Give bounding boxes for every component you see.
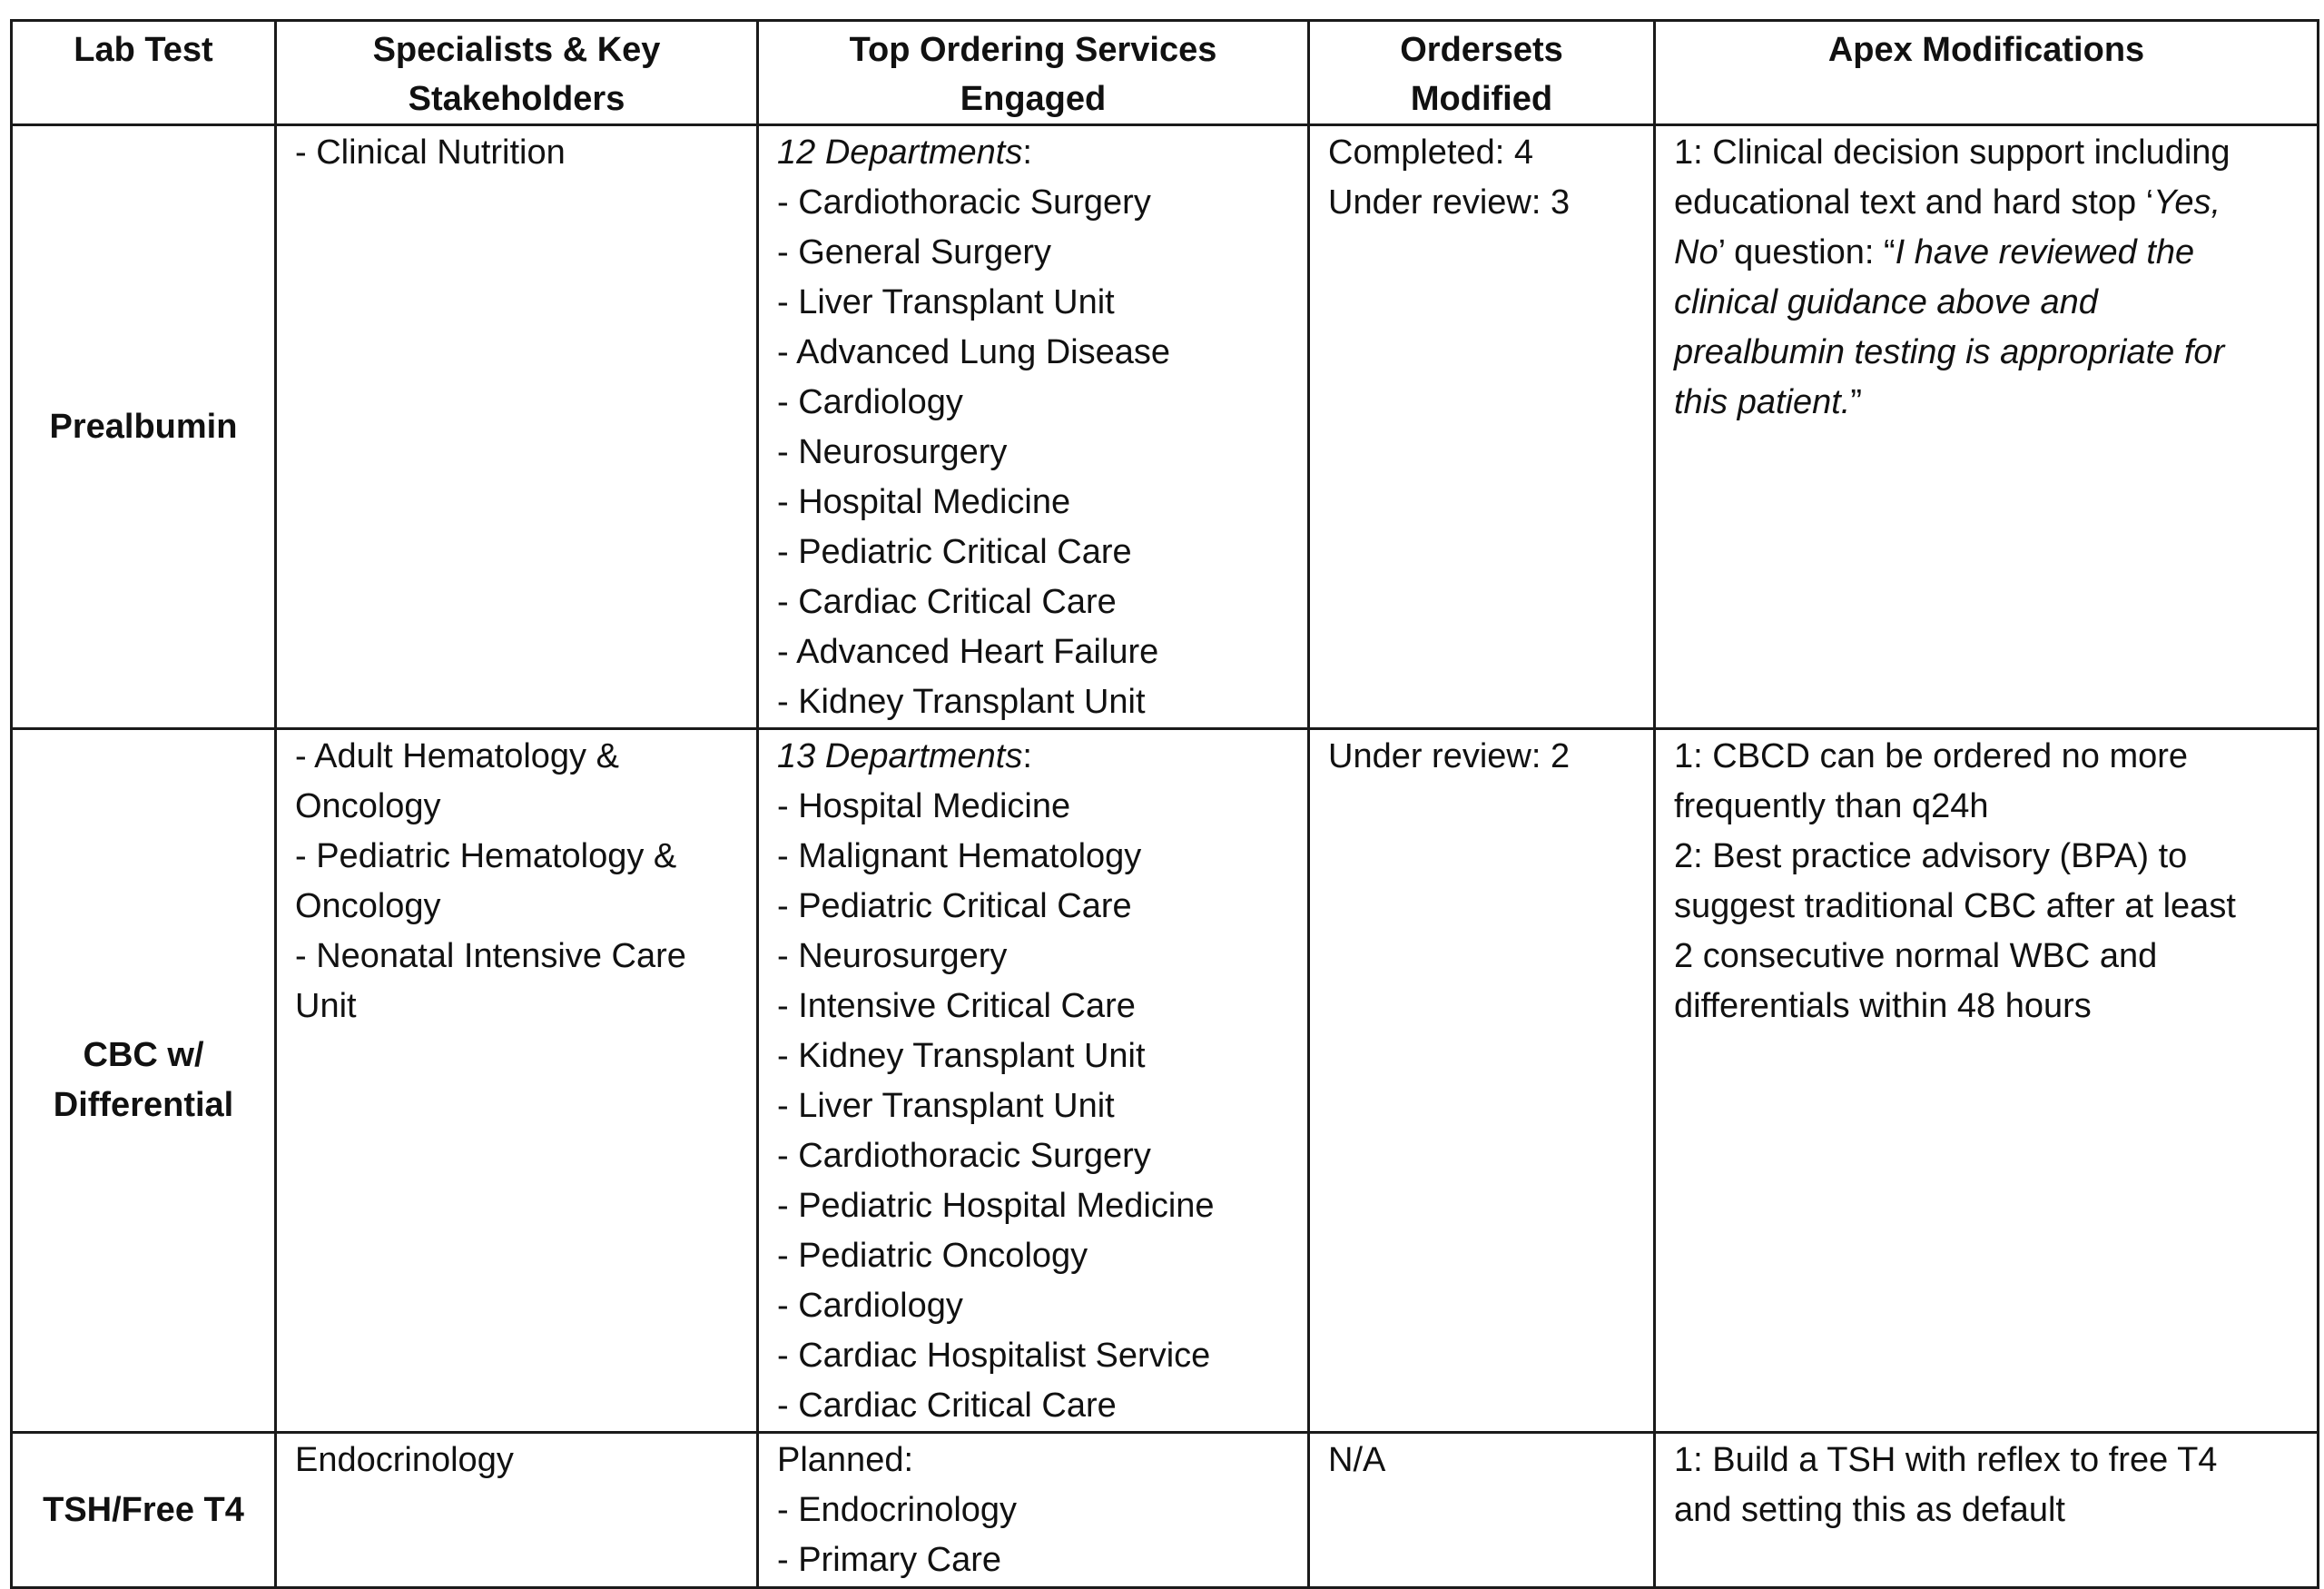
apex-cell: 1: Build a TSH with reflex to free T4 and setting this as default — [1655, 1433, 2319, 1588]
list-item: - Primary Care — [777, 1541, 1002, 1579]
list-item: - Pediatric Hematology & — [295, 837, 677, 875]
specialists-cell: - Adult Hematology & Oncology - Pediatric Hematology & Oncology - Neonatal Intensive Care Unit — [276, 729, 758, 1433]
list-item: - Cardiothoracic Surgery — [777, 183, 1151, 222]
list-item: - Hospital Medicine — [777, 787, 1071, 825]
header-apex: Apex Modifications — [1655, 21, 2319, 125]
ordersets-cell: Under review: 2 — [1309, 729, 1655, 1433]
header-lab-test: Lab Test — [12, 21, 276, 125]
list-item: Endocrinology — [295, 1441, 514, 1479]
services-cell: 13 Departments: - Hospital Medicine - Malignant Hematology - Pediatric Critical Care - Neurosurgery - Intensive Critical Care - Kidney Transplant Unit - Liver Transplant Unit - Cardiothoracic Surgery - Pediatric Hospital Medicine - Pediatric Oncology - Cardiology - Cardiac Hospitalist Service - Cardiac Critical Care — [758, 729, 1309, 1433]
list-item: - Clinical Nutrition — [295, 133, 566, 172]
lab-test-cell: CBC w/ Differential — [12, 729, 276, 1433]
list-item: - Cardiac Hospitalist Service — [777, 1337, 1211, 1375]
list-item: - Cardiothoracic Surgery — [777, 1137, 1151, 1175]
header-row — [12, 21, 2319, 125]
list-item: - Cardiology — [777, 383, 963, 421]
list-item: - Neurosurgery — [777, 937, 1008, 975]
specialists-cell — [276, 1433, 758, 1588]
list-item: - Pediatric Hospital Medicine — [777, 1187, 1215, 1225]
list-item: - Pediatric Critical Care — [777, 533, 1132, 571]
list-item: - Kidney Transplant Unit — [777, 1037, 1146, 1075]
list-item: - Pediatric Critical Care — [777, 887, 1132, 925]
header-ordersets: Ordersets Modified — [1309, 21, 1655, 125]
list-item: - Neonatal Intensive Care — [295, 937, 686, 975]
list-item: - Intensive Critical Care — [777, 987, 1136, 1025]
specialists-cell — [276, 125, 758, 729]
list-item: - Advanced Lung Disease — [777, 333, 1171, 371]
apex-cell: 1: Clinical decision support including educational text and hard stop ‘Yes, No’ question: “I have reviewed the clinical guidance above and prealbumin testing is appropriate for this patient.” — [1655, 125, 2319, 729]
lab-test-table — [10, 19, 2319, 1589]
list-item: - Cardiology — [777, 1287, 963, 1325]
list-item: - Pediatric Oncology — [777, 1237, 1088, 1275]
list-item: - Neurosurgery — [777, 433, 1008, 471]
header-services: Top Ordering Services Engaged — [758, 21, 1309, 125]
list-item: - Hospital Medicine — [777, 483, 1071, 521]
lab-test-cell: Prealbumin — [12, 125, 276, 729]
apex-cell: 1: CBCD can be ordered no more frequently than q24h 2: Best practice advisory (BPA) to suggest traditional CBC after at least 2 consecutive normal WBC and differentials within 48 hours — [1655, 729, 2319, 1433]
table-row — [12, 1433, 2319, 1588]
list-item: - Liver Transplant Unit — [777, 283, 1115, 321]
list-item: - Advanced Heart Failure — [777, 633, 1159, 671]
list-item: - Cardiac Critical Care — [777, 1387, 1117, 1425]
list-item: - Liver Transplant Unit — [777, 1087, 1115, 1125]
lab-test-cell: TSH/Free T4 — [12, 1433, 276, 1588]
list-item: - Malignant Hematology — [777, 837, 1142, 875]
table-row — [12, 125, 2319, 729]
services-cell: 12 Departments: - Cardiothoracic Surgery - General Surgery - Liver Transplant Unit - Advanced Lung Disease - Cardiology - Neurosurgery - Hospital Medicine - Pediatric Critical Care - Cardiac Critical Care - Advanced Heart Failure - Kidney Transplant Unit — [758, 125, 1309, 729]
ordersets-cell: Completed: 4 Under review: 3 — [1309, 125, 1655, 729]
services-cell: Planned: - Endocrinology - Primary Care — [758, 1433, 1309, 1588]
list-item: - Cardiac Critical Care — [777, 583, 1117, 621]
list-item: - Endocrinology — [777, 1491, 1018, 1529]
list-item: - Kidney Transplant Unit — [777, 683, 1146, 721]
ordersets-cell: N/A — [1309, 1433, 1655, 1588]
header-specialists: Specialists & Key Stakeholders — [276, 21, 758, 125]
list-item: - Adult Hematology & — [295, 737, 619, 775]
list-item: - General Surgery — [777, 233, 1052, 271]
table-row — [12, 729, 2319, 1433]
